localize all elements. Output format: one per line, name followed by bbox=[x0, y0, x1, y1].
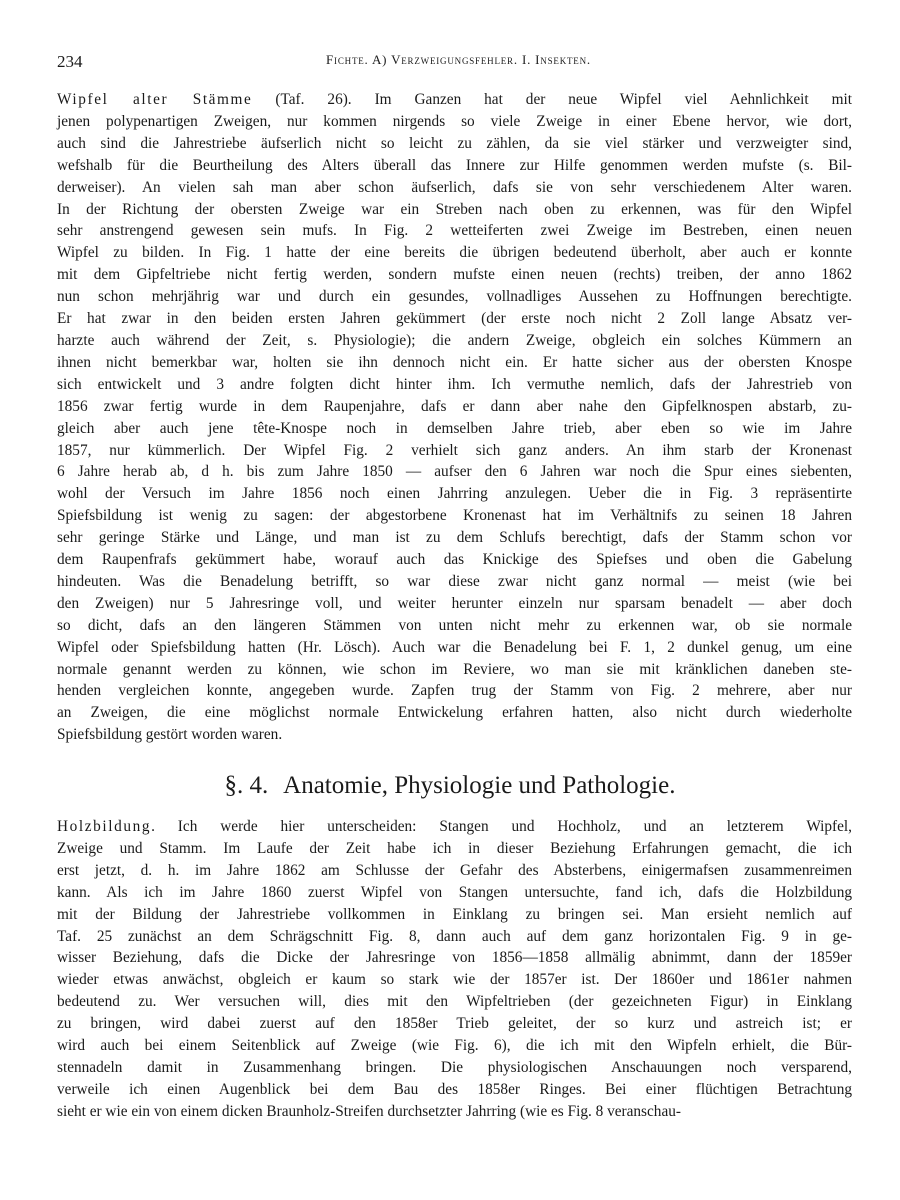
line-text: erst jetzt, d. h. im Jahre 1862 am Schlusse der Gefahr des Absterbens, einigermafsen zusammenreimen bbox=[57, 861, 852, 879]
running-head: Fichte. A) Verzweigungsfehler. I. Insekten. bbox=[326, 52, 591, 67]
section-heading bbox=[0, 772, 900, 800]
line-text: In der Richtung der obersten Zweige war ein Streben nach oben zu erkennen, was für den Wipfel bbox=[57, 200, 852, 218]
paragraph-wipfel-alter-staemme bbox=[57, 89, 852, 746]
line-text: an Zweigen, die eine möglichst normale Entwickelung erfahren hatten, also nicht durch wiederholte bbox=[57, 704, 852, 722]
line-text: wefshalb für die Beurtheilung des Alters überall das Innere zur Hilfe genommen werden mufste (s. Bil- bbox=[57, 156, 852, 174]
text-line bbox=[57, 396, 852, 418]
text-line bbox=[57, 352, 852, 374]
line-text: 6 Jahre herab ab, d h. bis zum Jahre 1850 — aufser den 6 Jahren war noch die Spur eines siebenten, bbox=[57, 463, 852, 481]
section-number: §. 4. bbox=[224, 772, 269, 799]
line-text: jenen polypenartigen Zweigen, nur kommen nirgends so viele Zweige in einer Ebene hervor, wie dort, bbox=[57, 112, 852, 130]
text-line bbox=[57, 483, 852, 505]
line-text: sehr geringe Stärke und Länge, und man ist zu dem Schlufs berechtigt, dafs der Stamm schon vor bbox=[57, 529, 852, 547]
text-line bbox=[57, 286, 852, 308]
line-text: dem Raupenfrafs gekümmert habe, worauf auch das Knickige des Spiefses und oben die Gabelung bbox=[57, 551, 852, 569]
text-line bbox=[57, 1057, 852, 1079]
line-text: harzte auch während der Zeit, s. Physiologie); die andern Zweige, obgleich ein solches Kümmern an bbox=[57, 331, 852, 349]
paragraph-holzbildung bbox=[57, 816, 852, 1123]
text-line bbox=[57, 220, 852, 242]
line-text: zu bringen, wird dabei zuerst auf den 1858er Trieb geleitet, der so kurz und astreich ist; er bbox=[57, 1015, 852, 1033]
text-line bbox=[57, 549, 852, 571]
page-number: 234 bbox=[57, 52, 83, 71]
line-text: bedeutend zu. Wer versuchen will, dies mit den Wipfeltrieben (der gezeichneten Figur) in Einklang bbox=[57, 993, 852, 1011]
text-line bbox=[57, 89, 852, 111]
line-text: 1856 zwar fertig wurde in dem Raupenjahre, dafs er dann aber nahe den Gipfelknospen abstarb, zu- bbox=[57, 397, 852, 415]
line-text: wird auch bei einem Seitenblick auf Zweige (wie Fig. 6), die ich mit den Wipfeln erhielt, die Bür- bbox=[57, 1037, 852, 1055]
text-line bbox=[57, 177, 852, 199]
line-text: den Zweigen) nur 5 Jahresringe voll, und weiter herunter einzeln nur sparsam benadelt — aber doch bbox=[57, 594, 852, 612]
text-line bbox=[57, 702, 852, 724]
text-line bbox=[57, 593, 852, 615]
line-text: wieder etwas anwächst, obgleich er kaum so stark wie der 1857er ist. Der 1860er und 1861er nahmen bbox=[57, 971, 852, 989]
text-line bbox=[57, 680, 852, 702]
text-line bbox=[57, 242, 852, 264]
line-text: auch sind die Jahrestriebe äufserlich nicht so leicht zu zählen, da sie viel stärker und verzweigter sind, bbox=[57, 134, 852, 152]
line-text: Taf. 25 zunächst an dem Schrägschnitt Fig. 8, dann auch auf dem ganz horizontalen Fig. 9 in ge- bbox=[57, 927, 852, 945]
text-line bbox=[57, 133, 852, 155]
text-line bbox=[57, 904, 852, 926]
text-line bbox=[57, 969, 852, 991]
line-text: sich entwickelt und 3 andre folgten dicht hinter ihm. Ich vermuthe nemlich, dafs der Jahrestrieb von bbox=[57, 375, 852, 393]
text-line bbox=[57, 838, 852, 860]
text-line bbox=[57, 991, 852, 1013]
line-text: ihnen nicht bemerkbar war, holten sie ihn dennoch nicht ein. Er hatte sicher aus der obersten Knospe bbox=[57, 353, 852, 371]
spaced-lead-term: Holzbildung bbox=[57, 818, 152, 835]
line-text: (Taf. 26). Im Ganzen hat der neue Wipfel viel Aehnlichkeit mit bbox=[252, 91, 852, 108]
text-line bbox=[57, 637, 852, 659]
line-text: sieht er wie ein von einem dicken Braunholz-Streifen durchsetzter Jahrring (wie es Fig. 8 veranschau- bbox=[57, 1102, 681, 1120]
line-text: derweiser). An vielen sah man aber schon äufserlich, dafs sie von sehr verschiedenem Alter waren. bbox=[57, 178, 852, 196]
line-text: Spiefsbildung gestört worden waren. bbox=[57, 726, 283, 744]
text-line bbox=[57, 659, 852, 681]
text-line bbox=[57, 615, 852, 637]
text-line bbox=[57, 374, 852, 396]
text-line bbox=[57, 111, 852, 133]
section-title: Anatomie, Physiologie und Pathologie. bbox=[283, 772, 676, 799]
line-text: henden vergleichen konnte, angegeben wurde. Zapfen trug der Stamm von Fig. 2 mehrere, aber nur bbox=[57, 682, 852, 700]
line-text: Zweige und Stamm. Im Laufe der Zeit habe ich in dieser Beziehung Erfahrungen gemacht, die ich bbox=[57, 839, 852, 857]
text-line bbox=[57, 264, 852, 286]
text-line bbox=[57, 816, 852, 838]
text-line bbox=[57, 308, 852, 330]
line-text: stennadeln damit in Zusammenhang bringen. Die physiologischen Anschauungen noch versparend, bbox=[57, 1058, 852, 1076]
text-line bbox=[57, 330, 852, 352]
spaced-lead-term: Wipfel alter Stämme bbox=[57, 91, 253, 108]
text-line bbox=[57, 155, 852, 177]
text-line bbox=[57, 571, 852, 593]
line-text: normale genannt werden zu können, wie schon im Reviere, wo man sie mit kränklichen daneben ste- bbox=[57, 660, 852, 678]
line-text: Wipfel zu bilden. In Fig. 1 hatte der eine bereits die übrigen bedeutend überholt, aber auch er konnte bbox=[57, 244, 852, 262]
text-line bbox=[57, 199, 852, 221]
line-text: mit der Bildung der Jahrestriebe vollkommen in Einklang zu bringen sei. Man ersieht nemlich auf bbox=[57, 905, 852, 923]
line-text: . Ich werde hier unterscheiden: Stangen und Hochholz, und an letzterem Wipfel, bbox=[151, 818, 852, 835]
text-line bbox=[57, 882, 852, 904]
text-line bbox=[57, 1101, 852, 1123]
text-line bbox=[57, 1079, 852, 1101]
line-text: Spiefsbildung ist wenig zu sagen: der abgestorbene Kronenast hat im Verhältnifs zu seinen 18 Jahren bbox=[57, 507, 852, 525]
text-line bbox=[57, 440, 852, 462]
page-header bbox=[57, 52, 860, 72]
text-line bbox=[57, 724, 852, 746]
line-text: Wipfel oder Spiefsbildung hatten (Hr. Lösch). Auch war die Benadelung bei F. 1, 2 dunkel genug, um eine bbox=[57, 638, 852, 656]
line-text: verweile ich einen Augenblick bei dem Bau des 1858er Ringes. Bei einer flüchtigen Betrachtung bbox=[57, 1080, 852, 1098]
line-text: nun schon mehrjährig war und durch ein gesundes, vollnadliges Aussehen zu Hoffnungen berechtigte. bbox=[57, 288, 852, 306]
text-line bbox=[57, 461, 852, 483]
text-line bbox=[57, 527, 852, 549]
text-line bbox=[57, 1035, 852, 1057]
line-text: so dicht, dafs an den längeren Stämmen von unten nicht mehr zu erkennen war, ob sie normale bbox=[57, 616, 852, 634]
text-line bbox=[57, 860, 852, 882]
text-line bbox=[57, 947, 852, 969]
line-text: sehr anstrengend gewesen sein mufs. In Fig. 2 wetteiferten zwei Zweige im Bestreben, einen neuen bbox=[57, 222, 852, 240]
text-line bbox=[57, 926, 852, 948]
line-text: 1857, nur kümmerlich. Der Wipfel Fig. 2 verhielt sich ganz anders. An ihm starb der Kronenast bbox=[57, 441, 852, 459]
line-text: Er hat zwar in den beiden ersten Jahren gekümmert (der erste noch nicht 2 Zoll lange Absatz ver- bbox=[57, 310, 852, 328]
text-line bbox=[57, 418, 852, 440]
line-text: wisser Beziehung, dafs die Dicke der Jahresringe von 1856—1858 allmälig abnimmt, dann der 1859er bbox=[57, 949, 852, 967]
line-text: gleich aber auch jene tête-Knospe noch in demselben Jahre trieb, aber eben so wie im Jahre bbox=[57, 419, 852, 437]
line-text: kann. Als ich im Jahre 1860 zuerst Wipfel von Stangen untersuchte, fand ich, dafs die Holzbildung bbox=[57, 883, 852, 901]
line-text: hindeuten. Was die Benadelung betrifft, so war diese zwar nicht ganz normal — meist (wie bei bbox=[57, 572, 852, 590]
text-line bbox=[57, 505, 852, 527]
line-text: wohl der Versuch im Jahre 1856 noch einen Jahrring anzulegen. Ueber die in Fig. 3 repräsentirte bbox=[57, 485, 852, 503]
text-line bbox=[57, 1013, 852, 1035]
line-text: mit dem Gipfeltriebe nicht fertig werden, sondern mufste einen neuen (rechts) treiben, der anno 1862 bbox=[57, 266, 852, 284]
